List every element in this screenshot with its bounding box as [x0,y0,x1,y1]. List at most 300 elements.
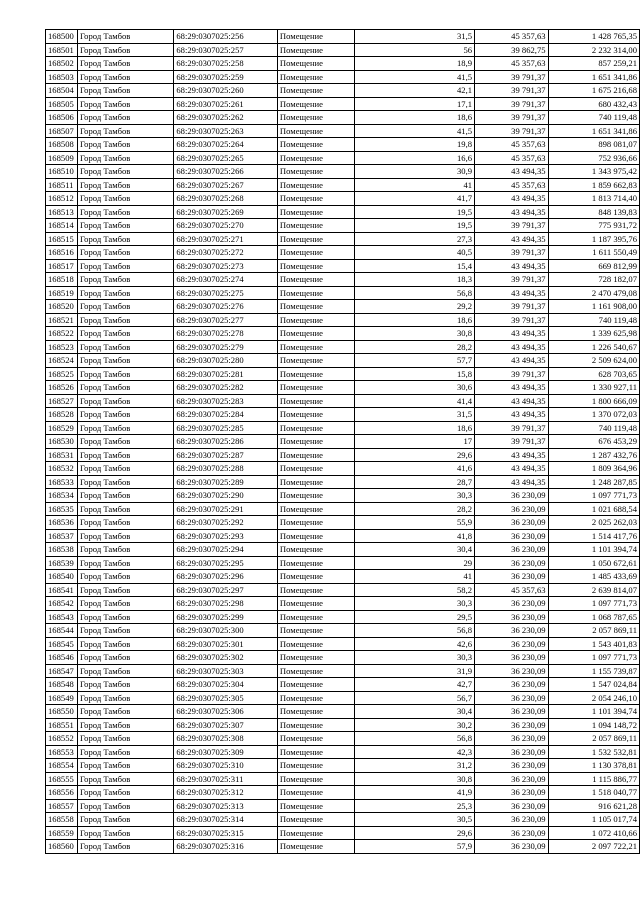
cadastral-value-cell: 680 432,43 [548,97,639,111]
cadastral-number-cell: 68:29:0307025:279 [174,340,278,354]
cadastral-value-cell: 1 161 908,00 [548,300,639,314]
area-cell: 18,6 [354,421,475,435]
specific-value-cell: 39 791,37 [475,111,549,125]
row-number-cell: 168521 [46,313,78,327]
table-row [46,408,640,422]
specific-value-cell: 36 230,09 [475,516,549,530]
area-cell: 31,9 [354,664,475,678]
table-row [46,367,640,381]
area-cell: 29,5 [354,610,475,624]
city-cell: Город Тамбов [77,556,173,570]
cadastral-number-cell: 68:29:0307025:273 [174,259,278,273]
row-number-cell: 168517 [46,259,78,273]
table-row [46,340,640,354]
row-number-cell: 168528 [46,408,78,422]
table-row [46,543,640,557]
cadastral-value-cell: 1 800 666,09 [548,394,639,408]
object-type-cell: Помещение [277,300,354,314]
table-row [46,286,640,300]
city-cell: Город Тамбов [77,408,173,422]
object-type-cell: Помещение [277,691,354,705]
specific-value-cell: 43 494,35 [475,327,549,341]
object-type-cell: Помещение [277,273,354,287]
area-cell: 57,9 [354,840,475,854]
cadastral-value-cell: 1 130 378,81 [548,759,639,773]
table-row [46,435,640,449]
cadastral-value-cell: 2 054 246,10 [548,691,639,705]
cadastral-number-cell: 68:29:0307025:285 [174,421,278,435]
specific-value-cell: 43 494,35 [475,475,549,489]
table-row [46,651,640,665]
area-cell: 18,9 [354,57,475,71]
object-type-cell: Помещение [277,462,354,476]
city-cell: Город Тамбов [77,84,173,98]
cadastral-number-cell: 68:29:0307025:277 [174,313,278,327]
table-row [46,637,640,651]
specific-value-cell: 43 494,35 [475,205,549,219]
table-row [46,759,640,773]
table-row [46,597,640,611]
specific-value-cell: 45 357,63 [475,138,549,152]
object-type-cell: Помещение [277,705,354,719]
object-type-cell: Помещение [277,624,354,638]
city-cell: Город Тамбов [77,624,173,638]
cadastral-number-cell: 68:29:0307025:294 [174,543,278,557]
area-cell: 41 [354,570,475,584]
city-cell: Город Тамбов [77,651,173,665]
cadastral-number-cell: 68:29:0307025:303 [174,664,278,678]
table-row [46,138,640,152]
cadastral-value-cell: 1 072 410,66 [548,826,639,840]
table-row [46,610,640,624]
cadastral-value-cell: 898 081,07 [548,138,639,152]
area-cell: 57,7 [354,354,475,368]
cadastral-value-cell: 2 057 869,11 [548,732,639,746]
cadastral-value-cell: 1 651 341,86 [548,70,639,84]
cadastral-number-cell: 68:29:0307025:278 [174,327,278,341]
table-row [46,43,640,57]
object-type-cell: Помещение [277,840,354,854]
cadastral-value-cell: 1 547 024,84 [548,678,639,692]
table-row [46,354,640,368]
cadastral-value-cell: 1 859 662,83 [548,178,639,192]
city-cell: Город Тамбов [77,219,173,233]
table-row [46,313,640,327]
cadastral-number-cell: 68:29:0307025:270 [174,219,278,233]
specific-value-cell: 36 230,09 [475,799,549,813]
area-cell: 30,3 [354,597,475,611]
row-number-cell: 168505 [46,97,78,111]
object-type-cell: Помещение [277,246,354,260]
cadastral-value-cell: 2 232 314,00 [548,43,639,57]
object-type-cell: Помещение [277,421,354,435]
cadastral-value-cell: 1 097 771,73 [548,651,639,665]
specific-value-cell: 36 230,09 [475,489,549,503]
city-cell: Город Тамбов [77,813,173,827]
row-number-cell: 168506 [46,111,78,125]
cadastral-value-cell: 1 097 771,73 [548,489,639,503]
cadastral-value-cell: 1 485 433,69 [548,570,639,584]
specific-value-cell: 36 230,09 [475,732,549,746]
table-row [46,705,640,719]
specific-value-cell: 43 494,35 [475,232,549,246]
table-row [46,583,640,597]
table-row [46,570,640,584]
row-number-cell: 168547 [46,664,78,678]
table-row [46,448,640,462]
city-cell: Город Тамбов [77,138,173,152]
cadastral-value-cell: 676 453,29 [548,435,639,449]
row-number-cell: 168560 [46,840,78,854]
row-number-cell: 168522 [46,327,78,341]
object-type-cell: Помещение [277,745,354,759]
cadastral-value-cell: 2 097 722,21 [548,840,639,854]
table-row [46,840,640,854]
specific-value-cell: 45 357,63 [475,30,549,44]
cadastral-value-cell: 1 187 395,76 [548,232,639,246]
cadastral-number-cell: 68:29:0307025:267 [174,178,278,192]
cadastral-number-cell: 68:29:0307025:300 [174,624,278,638]
object-type-cell: Помещение [277,313,354,327]
specific-value-cell: 36 230,09 [475,786,549,800]
cadastral-number-cell: 68:29:0307025:287 [174,448,278,462]
row-number-cell: 168520 [46,300,78,314]
table-row [46,691,640,705]
row-number-cell: 168554 [46,759,78,773]
cadastral-value-cell: 857 259,21 [548,57,639,71]
cadastral-value-cell: 1 518 040,77 [548,786,639,800]
cadastral-number-cell: 68:29:0307025:286 [174,435,278,449]
area-cell: 56 [354,43,475,57]
object-type-cell: Помещение [277,813,354,827]
cadastral-number-cell: 68:29:0307025:307 [174,718,278,732]
cadastral-number-cell: 68:29:0307025:296 [174,570,278,584]
area-cell: 29,2 [354,300,475,314]
cadastral-number-cell: 68:29:0307025:302 [174,651,278,665]
city-cell: Город Тамбов [77,340,173,354]
row-number-cell: 168515 [46,232,78,246]
object-type-cell: Помещение [277,43,354,57]
area-cell: 15,4 [354,259,475,273]
specific-value-cell: 36 230,09 [475,718,549,732]
cadastral-value-cell: 1 248 287,85 [548,475,639,489]
table-row [46,772,640,786]
row-number-cell: 168555 [46,772,78,786]
row-number-cell: 168545 [46,637,78,651]
specific-value-cell: 45 357,63 [475,151,549,165]
row-number-cell: 168527 [46,394,78,408]
row-number-cell: 168553 [46,745,78,759]
table-row [46,732,640,746]
city-cell: Город Тамбов [77,367,173,381]
specific-value-cell: 36 230,09 [475,840,549,854]
object-type-cell: Помещение [277,529,354,543]
table-row [46,462,640,476]
cadastral-value-cell: 848 139,83 [548,205,639,219]
row-number-cell: 168502 [46,57,78,71]
cadastral-number-cell: 68:29:0307025:308 [174,732,278,746]
row-number-cell: 168508 [46,138,78,152]
table-row [46,502,640,516]
object-type-cell: Помещение [277,637,354,651]
cadastral-number-cell: 68:29:0307025:305 [174,691,278,705]
cadastral-value-cell: 1 101 394,74 [548,543,639,557]
specific-value-cell: 39 791,37 [475,84,549,98]
city-cell: Город Тамбов [77,43,173,57]
row-number-cell: 168533 [46,475,78,489]
object-type-cell: Помещение [277,448,354,462]
row-number-cell: 168525 [46,367,78,381]
row-number-cell: 168524 [46,354,78,368]
city-cell: Город Тамбов [77,691,173,705]
area-cell: 15,8 [354,367,475,381]
row-number-cell: 168511 [46,178,78,192]
object-type-cell: Помещение [277,30,354,44]
city-cell: Город Тамбов [77,516,173,530]
specific-value-cell: 43 494,35 [475,381,549,395]
object-type-cell: Помещение [277,799,354,813]
cadastral-number-cell: 68:29:0307025:256 [174,30,278,44]
city-cell: Город Тамбов [77,597,173,611]
cadastral-number-cell: 68:29:0307025:274 [174,273,278,287]
specific-value-cell: 36 230,09 [475,759,549,773]
row-number-cell: 168559 [46,826,78,840]
cadastral-number-cell: 68:29:0307025:260 [174,84,278,98]
cadastral-number-cell: 68:29:0307025:262 [174,111,278,125]
object-type-cell: Помещение [277,124,354,138]
object-type-cell: Помещение [277,70,354,84]
row-number-cell: 168514 [46,219,78,233]
area-cell: 30,4 [354,705,475,719]
cadastral-number-cell: 68:29:0307025:280 [174,354,278,368]
city-cell: Город Тамбов [77,421,173,435]
table-row [46,124,640,138]
row-number-cell: 168556 [46,786,78,800]
row-number-cell: 168519 [46,286,78,300]
specific-value-cell: 36 230,09 [475,597,549,611]
cadastral-number-cell: 68:29:0307025:259 [174,70,278,84]
row-number-cell: 168549 [46,691,78,705]
specific-value-cell: 43 494,35 [475,394,549,408]
city-cell: Город Тамбов [77,583,173,597]
cadastral-number-cell: 68:29:0307025:310 [174,759,278,773]
cadastral-number-cell: 68:29:0307025:293 [174,529,278,543]
object-type-cell: Помещение [277,610,354,624]
object-type-cell: Помещение [277,516,354,530]
table-row [46,111,640,125]
row-number-cell: 168548 [46,678,78,692]
object-type-cell: Помещение [277,651,354,665]
cadastral-number-cell: 68:29:0307025:312 [174,786,278,800]
cadastral-number-cell: 68:29:0307025:266 [174,165,278,179]
row-number-cell: 168544 [46,624,78,638]
area-cell: 29,6 [354,448,475,462]
cadastral-number-cell: 68:29:0307025:298 [174,597,278,611]
row-number-cell: 168557 [46,799,78,813]
cadastral-value-cell: 1 097 771,73 [548,597,639,611]
object-type-cell: Помещение [277,219,354,233]
area-cell: 42,3 [354,745,475,759]
row-number-cell: 168507 [46,124,78,138]
object-type-cell: Помещение [277,718,354,732]
area-cell: 41,4 [354,394,475,408]
object-type-cell: Помещение [277,178,354,192]
row-number-cell: 168550 [46,705,78,719]
city-cell: Город Тамбов [77,772,173,786]
specific-value-cell: 43 494,35 [475,286,549,300]
specific-value-cell: 39 791,37 [475,435,549,449]
area-cell: 42,6 [354,637,475,651]
cadastral-number-cell: 68:29:0307025:288 [174,462,278,476]
area-cell: 30,3 [354,651,475,665]
cadastral-value-cell: 1 543 401,83 [548,637,639,651]
row-number-cell: 168512 [46,192,78,206]
cadastral-value-cell: 628 703,65 [548,367,639,381]
object-type-cell: Помещение [277,408,354,422]
table-row [46,232,640,246]
row-number-cell: 168509 [46,151,78,165]
row-number-cell: 168542 [46,597,78,611]
row-number-cell: 168540 [46,570,78,584]
cadastral-number-cell: 68:29:0307025:289 [174,475,278,489]
specific-value-cell: 43 494,35 [475,448,549,462]
cadastral-value-cell: 916 621,28 [548,799,639,813]
area-cell: 28,7 [354,475,475,489]
cadastral-value-cell: 1 370 072,03 [548,408,639,422]
city-cell: Город Тамбов [77,489,173,503]
specific-value-cell: 39 862,75 [475,43,549,57]
table-row [46,259,640,273]
cadastral-number-cell: 68:29:0307025:271 [174,232,278,246]
table-row [46,178,640,192]
area-cell: 29 [354,556,475,570]
city-cell: Город Тамбов [77,570,173,584]
cadastral-number-cell: 68:29:0307025:316 [174,840,278,854]
cadastral-number-cell: 68:29:0307025:258 [174,57,278,71]
row-number-cell: 168530 [46,435,78,449]
table-row [46,813,640,827]
cadastral-number-cell: 68:29:0307025:276 [174,300,278,314]
area-cell: 19,8 [354,138,475,152]
cadastral-value-cell: 1 611 550,49 [548,246,639,260]
city-cell: Город Тамбов [77,381,173,395]
specific-value-cell: 45 357,63 [475,583,549,597]
cadastral-value-cell: 669 812,99 [548,259,639,273]
object-type-cell: Помещение [277,786,354,800]
city-cell: Город Тамбов [77,286,173,300]
row-number-cell: 168539 [46,556,78,570]
area-cell: 31,2 [354,759,475,773]
city-cell: Город Тамбов [77,664,173,678]
area-cell: 18,6 [354,111,475,125]
city-cell: Город Тамбов [77,759,173,773]
cadastral-value-cell: 1 330 927,11 [548,381,639,395]
area-cell: 41 [354,178,475,192]
object-type-cell: Помещение [277,232,354,246]
city-cell: Город Тамбов [77,786,173,800]
table-row [46,489,640,503]
table-row [46,516,640,530]
cadastral-value-cell: 740 119,48 [548,421,639,435]
cadastral-value-cell: 2 509 624,00 [548,354,639,368]
specific-value-cell: 36 230,09 [475,691,549,705]
row-number-cell: 168526 [46,381,78,395]
table-row [46,799,640,813]
city-cell: Город Тамбов [77,124,173,138]
cadastral-number-cell: 68:29:0307025:295 [174,556,278,570]
city-cell: Город Тамбов [77,273,173,287]
row-number-cell: 168551 [46,718,78,732]
specific-value-cell: 39 791,37 [475,300,549,314]
city-cell: Город Тамбов [77,705,173,719]
area-cell: 41,5 [354,124,475,138]
object-type-cell: Помещение [277,340,354,354]
table-row [46,151,640,165]
city-cell: Город Тамбов [77,637,173,651]
specific-value-cell: 36 230,09 [475,813,549,827]
city-cell: Город Тамбов [77,57,173,71]
row-number-cell: 168543 [46,610,78,624]
cadastral-value-cell: 1 651 341,86 [548,124,639,138]
cadastral-number-cell: 68:29:0307025:268 [174,192,278,206]
object-type-cell: Помещение [277,772,354,786]
cadastral-value-cell: 1 226 540,67 [548,340,639,354]
cadastral-number-cell: 68:29:0307025:291 [174,502,278,516]
city-cell: Город Тамбов [77,475,173,489]
city-cell: Город Тамбов [77,192,173,206]
object-type-cell: Помещение [277,678,354,692]
table-body [46,30,640,854]
cadastral-number-cell: 68:29:0307025:257 [174,43,278,57]
city-cell: Город Тамбов [77,259,173,273]
object-type-cell: Помещение [277,327,354,341]
city-cell: Город Тамбов [77,543,173,557]
row-number-cell: 168534 [46,489,78,503]
object-type-cell: Помещение [277,381,354,395]
table-row [46,394,640,408]
specific-value-cell: 39 791,37 [475,367,549,381]
specific-value-cell: 43 494,35 [475,192,549,206]
specific-value-cell: 43 494,35 [475,462,549,476]
specific-value-cell: 36 230,09 [475,529,549,543]
object-type-cell: Помещение [277,97,354,111]
table-row [46,205,640,219]
row-number-cell: 168538 [46,543,78,557]
area-cell: 28,2 [354,340,475,354]
area-cell: 55,9 [354,516,475,530]
table-row [46,529,640,543]
object-type-cell: Помещение [277,354,354,368]
row-number-cell: 168510 [46,165,78,179]
object-type-cell: Помещение [277,543,354,557]
table-row [46,192,640,206]
table-row [46,624,640,638]
area-cell: 42,7 [354,678,475,692]
cadastral-number-cell: 68:29:0307025:313 [174,799,278,813]
object-type-cell: Помещение [277,286,354,300]
object-type-cell: Помещение [277,192,354,206]
cadastral-value-cell: 775 931,72 [548,219,639,233]
area-cell: 41,8 [354,529,475,543]
city-cell: Город Тамбов [77,327,173,341]
specific-value-cell: 39 791,37 [475,219,549,233]
cadastral-value-cell: 752 936,66 [548,151,639,165]
row-number-cell: 168558 [46,813,78,827]
object-type-cell: Помещение [277,759,354,773]
cadastral-value-cell: 740 119,48 [548,111,639,125]
object-type-cell: Помещение [277,475,354,489]
object-type-cell: Помещение [277,111,354,125]
